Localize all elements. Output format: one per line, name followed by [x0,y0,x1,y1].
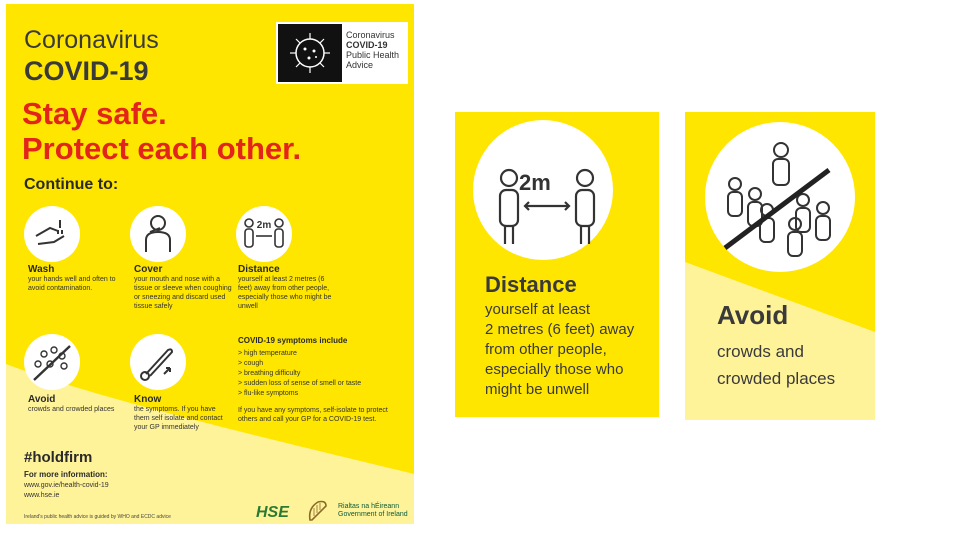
avoid-block [28,394,126,414]
poster-title-line1: Coronavirus [24,26,159,54]
symptom-item: > sudden loss of sense of smell or taste [238,380,362,387]
symptom-item: > flu-like symptoms [238,390,299,397]
cover-label: Cover [134,264,163,275]
distance-text: yourself at least 2 metres (6 feet) away from other people, especially those who might be unwell [238,276,332,310]
know-block [134,394,232,432]
avoid-line: crowds and [717,342,804,361]
symptoms-list [238,349,388,399]
symptom-item: > high temperature [238,350,297,357]
slogan-line2: Protect each other. [22,131,302,166]
symptom-item: > cough [238,360,264,367]
avoid-card-text [717,338,835,392]
virus-icon [278,24,342,82]
symptoms-title: COVID-19 symptoms include [238,336,348,345]
covid-logo [276,22,408,84]
wash-text: your hands well and often to avoid contamination. [28,276,116,292]
know-text: the symptoms. If you have them self isolate and contact your GP immediately [134,406,223,431]
svg-text:2m: 2m [256,220,272,231]
logo-line3: Public Health [346,50,400,60]
link-gov[interactable]: www.gov.ie/health-covid-19 [24,482,109,489]
avoid-card-title: Avoid [717,300,789,330]
thermometer-icon [130,334,186,390]
distance-line: 2 metres (6 feet) away [485,321,635,338]
slogan [22,96,301,166]
distance-label: Distance [238,264,280,275]
symptom-item: > breathing difficulty [238,370,301,377]
distance-block [238,264,336,311]
footer-note: Ireland's public health advice is guided by WHO and ECDC advice [24,514,171,520]
harp-icon [304,498,330,522]
slogan-line1: Stay safe. [22,96,167,131]
logo-line4: Advice [346,60,374,70]
avoid-line: crowded places [717,369,836,388]
continue-heading: Continue to: [24,176,119,193]
wash-block [28,264,126,293]
poster-title-line2: COVID-19 [24,56,149,86]
avoid-card [685,112,875,420]
hashtag: #holdfirm [24,449,93,466]
covid-poster [6,4,414,524]
crowd-icon [24,334,80,390]
distance-line: from other people, [485,341,607,358]
distance-card-title: Distance [485,272,577,297]
distance-icon [236,206,292,262]
gov-line1: Rialtas na hÉireann [338,503,400,510]
cover-block [134,264,232,311]
distance-card-text [485,300,634,400]
gov-logo-text [338,503,408,519]
know-label: Know [134,394,162,405]
logo-line1: Coronavirus [346,30,395,40]
distance-card [455,112,659,417]
distance-badge: 2m [519,170,551,195]
handwash-icon [24,206,80,262]
hse-logo: HSE [256,504,289,521]
cover-text: your mouth and nose with a tissue or sleeve when coughing or sneezing and discard used tissue safely [134,276,232,310]
logo-line2: COVID-19 [346,40,388,50]
more-info-label: For more information: [24,470,108,479]
distance-line: especially those who [485,361,624,378]
avoid-label: Avoid [28,394,56,405]
symptoms-note: If you have any symptoms, self-isolate to protect others and call your GP for a COVID-19 test. [238,407,388,423]
cough-icon [130,206,186,262]
distance-line: might be unwell [485,381,590,398]
gov-line2: Government of Ireland [338,511,408,518]
link-hse[interactable]: www.hse.ie [24,492,60,499]
wash-label: Wash [28,264,55,275]
distance-line: yourself at least [485,301,591,318]
avoid-text: crowds and crowded places [28,406,115,413]
crowd-big-icon [705,122,855,272]
